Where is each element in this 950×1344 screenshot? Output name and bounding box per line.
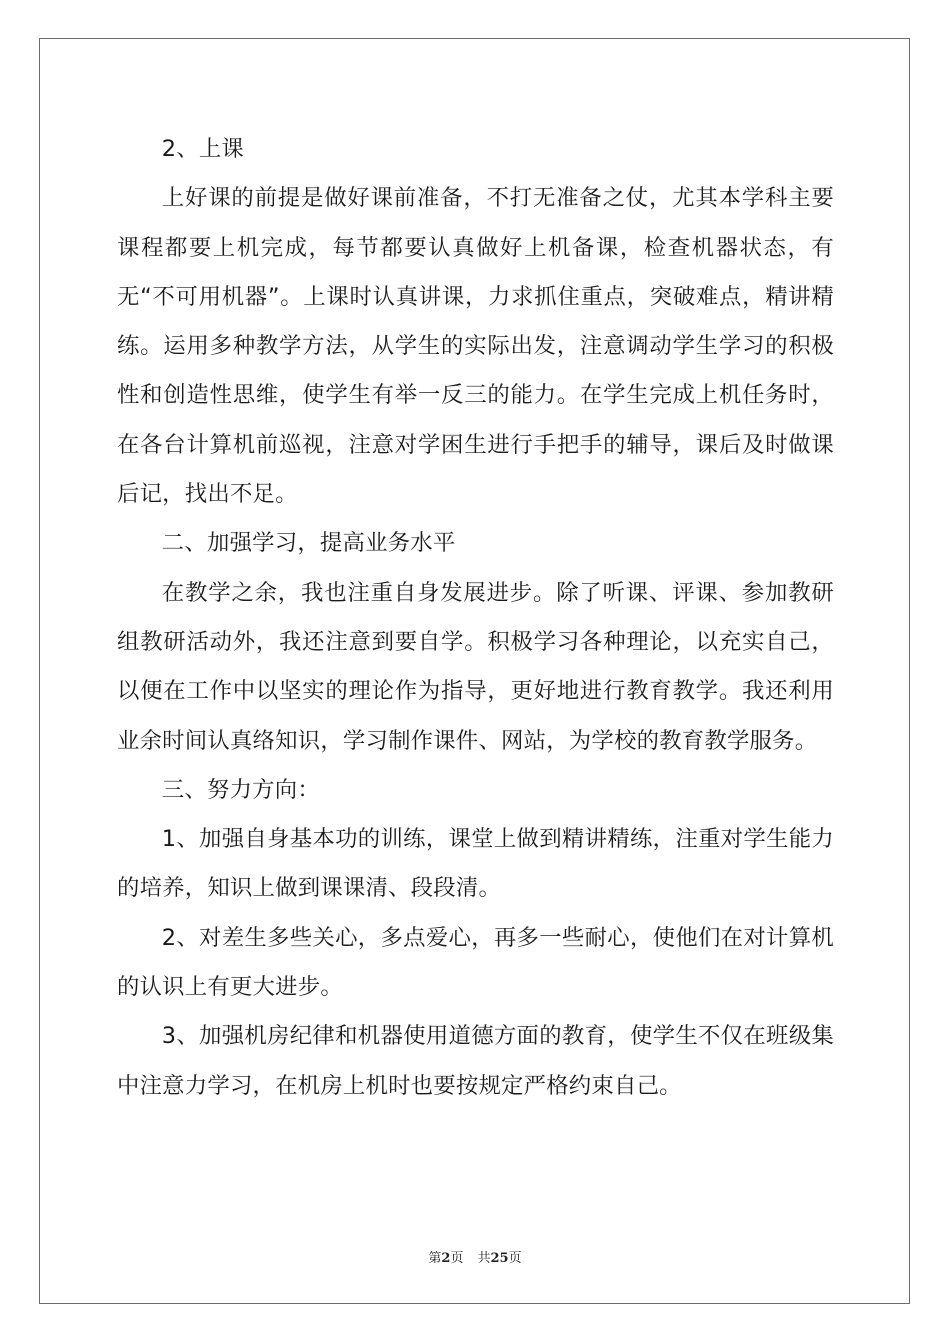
document-body	[117, 125, 834, 1111]
list-item: 3、加强机房纪律和机器使用道德方面的教育，使学生不仅在班级集中注意力学习，在机房上机时也要按规定严格约束自己。	[117, 1023, 834, 1099]
section-heading-study: 二、加强学习，提高业务水平	[161, 530, 456, 557]
page-footer	[0, 1247, 950, 1266]
page-suffix: 页	[450, 1251, 464, 1266]
body-paragraph: 在教学之余，我也注重自身发展进步。除了听课、评课、参加教研组教研活动外，我还注意到要自学。积极学习各种理论，以充实自己，以便在工作中以坚实的理论作为指导，更好地进行教育教学。我还利用业余时间认真络知识，学习制作课件、网站，为学校的教育教学服务。	[117, 579, 834, 754]
list-item: 2、对差生多些关心，多点爱心，再多一些耐心，使他们在对计算机的认识上有更大进步。	[117, 924, 834, 1001]
total-suffix: 页	[508, 1251, 522, 1266]
section-heading-class: 2、上课	[161, 136, 245, 162]
body-paragraph: 上好课的前提是做好课前准备，不打无准备之仗，尤其本学科主要课程都要上机完成，每节都要认真做好上机备课，检查机器状态，有无“不可用机器”。上课时认真讲课，力求抓住重点，突破难点，精讲精练。运用多种教学方法，从学生的实际出发，注意调动学生学习的积极性和创造性思维，使学生有举一反三的能力。在学生完成上机任务时，在各台计算机前巡视，注意对学困生进行手把手的辅导，课后及时做课后记，找出不足。	[117, 185, 834, 508]
list-item: 1、加强自身基本功的训练，课堂上做到精讲精练，注重对学生能力的培养，知识上做到课课清、段段清。	[117, 826, 834, 902]
page-number: 2	[441, 1251, 451, 1266]
section-heading-direction: 三、努力方向：	[161, 776, 320, 803]
total-prefix: 共	[477, 1251, 491, 1266]
page-prefix: 第	[428, 1251, 442, 1266]
total-pages: 25	[490, 1251, 509, 1266]
